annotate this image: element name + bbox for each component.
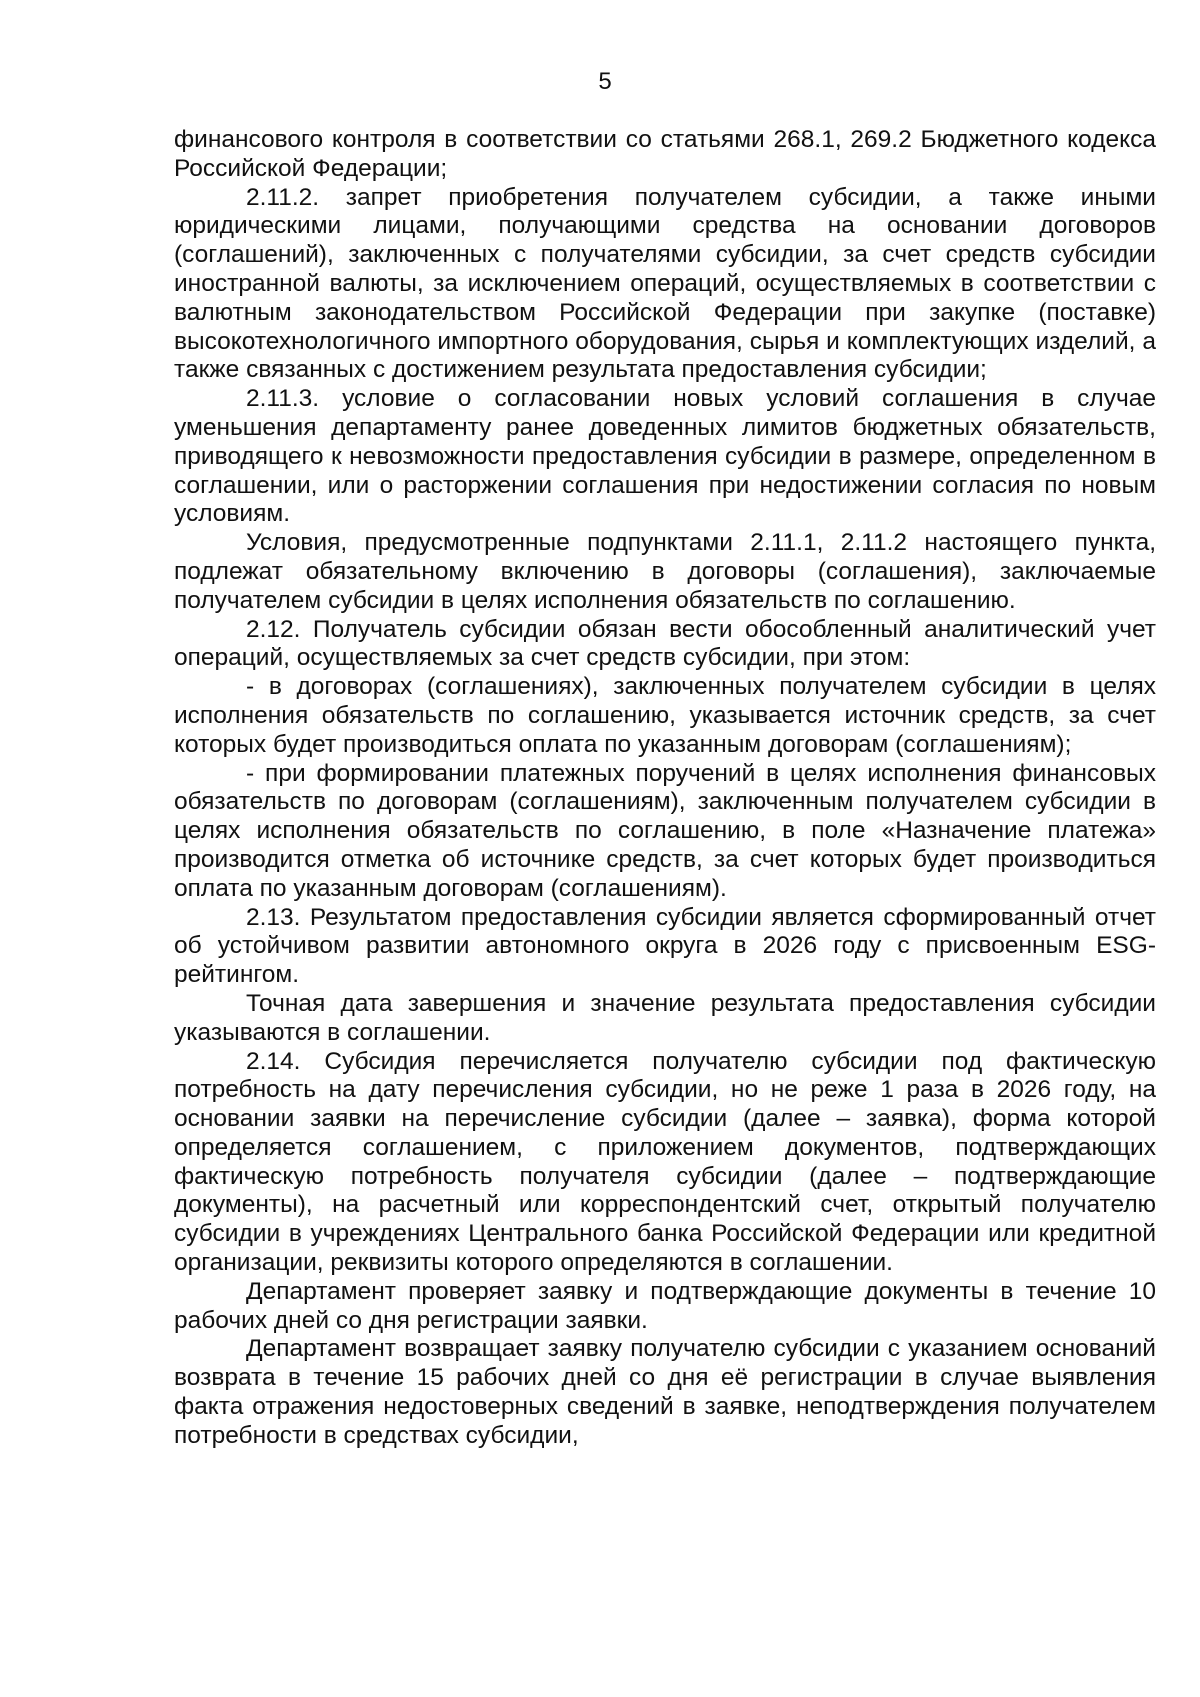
paragraph-2-14: 2.14. Субсидия перечисляется получателю субсидии под фактическую потребность на дату перечисления субсидии, но не реже 1 раза в 2026 году, на основании заявки на перечисление субсидии (далее – заявка), форма которой определяется соглашением, с приложением документов, подтверждающих фактическую потребность получателя субсидии (далее – подтверждающие документы), на расчетный или корреспондентский счет, открытый получателю субсидии в учреждениях Центрального банка Российской Федерации или кредитной организации, реквизиты которого определяются в соглашении.	[174, 1047, 1156, 1277]
paragraph-continuation: финансового контроля в соответствии со статьями 268.1, 269.2 Бюджетного кодекса Российской Федерации;	[174, 126, 1156, 182]
page-number: 5	[598, 68, 612, 95]
list-item-payment-orders: - при формировании платежных поручений в целях исполнения финансовых обязательств по договорам (соглашениям), заключенным получателем субсидии в целях исполнения обязательств по соглашению, в поле «Назначение платежа» производится отметка об источнике средств, за счет которых будет производиться оплата по указанным договорам (соглашениям).	[174, 759, 1156, 902]
paragraph-2-13: 2.13. Результатом предоставления субсидии является сформированный отчет об устойчивом развитии автономного округа в 2026 году с присвоенным ESG-рейтингом.	[174, 903, 1156, 989]
paragraph-department-checks: Департамент проверяет заявку и подтверждающие документы в течение 10 рабочих дней со дня регистрации заявки.	[174, 1277, 1156, 1334]
paragraph-2-11-2: 2.11.2. запрет приобретения получателем субсидии, а также иными юридическими лицами, получающими средства на основании договоров (соглашений), заключенных с получателями субсидии, за счет средств субсидии иностранной валюты, за исключением операций, осуществляемых в соответствии с валютным законодательством Российской Федерации при закупке (поставке) высокотехнологичного импортного оборудования, сырья и комплектующих изделий, а также связанных с достижением результата предоставления субсидии;	[174, 183, 1156, 384]
list-item-contracts: - в договорах (соглашениях), заключенных получателем субсидии в целях исполнения обязательств по соглашению, указывается источник средств, за счет которых будет производиться оплата по указанным договорам (соглашениям);	[174, 673, 1156, 758]
paragraph-conditions: Условия, предусмотренные подпунктами 2.11.1, 2.11.2 настоящего пункта, подлежат обязательному включению в договоры (соглашения), заключаемые получателем субсидии в целях исполнения обязательств по соглашению.	[174, 529, 1156, 614]
paragraph-department-returns: Департамент возвращает заявку получателю субсидии с указанием оснований возврата в течение 15 рабочих дней со дня её регистрации в случае выявления факта отражения недостоверных сведений в заявке, неподтверждения получателем потребности в средствах субсидии,	[174, 1335, 1156, 1449]
paragraph-exact-date: Точная дата завершения и значение результата предоставления субсидии указываются в соглашении.	[174, 989, 1156, 1046]
paragraph-2-11-3: 2.11.3. условие о согласовании новых условий соглашения в случае уменьшения департаменту ранее доведенных лимитов бюджетных обязательств, приводящего к невозможности предоставления субсидии в размере, определенном в соглашении, или о расторжении соглашения при недостижении согласия по новым условиям.	[174, 385, 1156, 528]
paragraph-2-12: 2.12. Получатель субсидии обязан вести обособленный аналитический учет операций, осуществляемых за счет средств субсидии, при этом:	[174, 615, 1156, 672]
document-body	[174, 126, 1156, 1451]
